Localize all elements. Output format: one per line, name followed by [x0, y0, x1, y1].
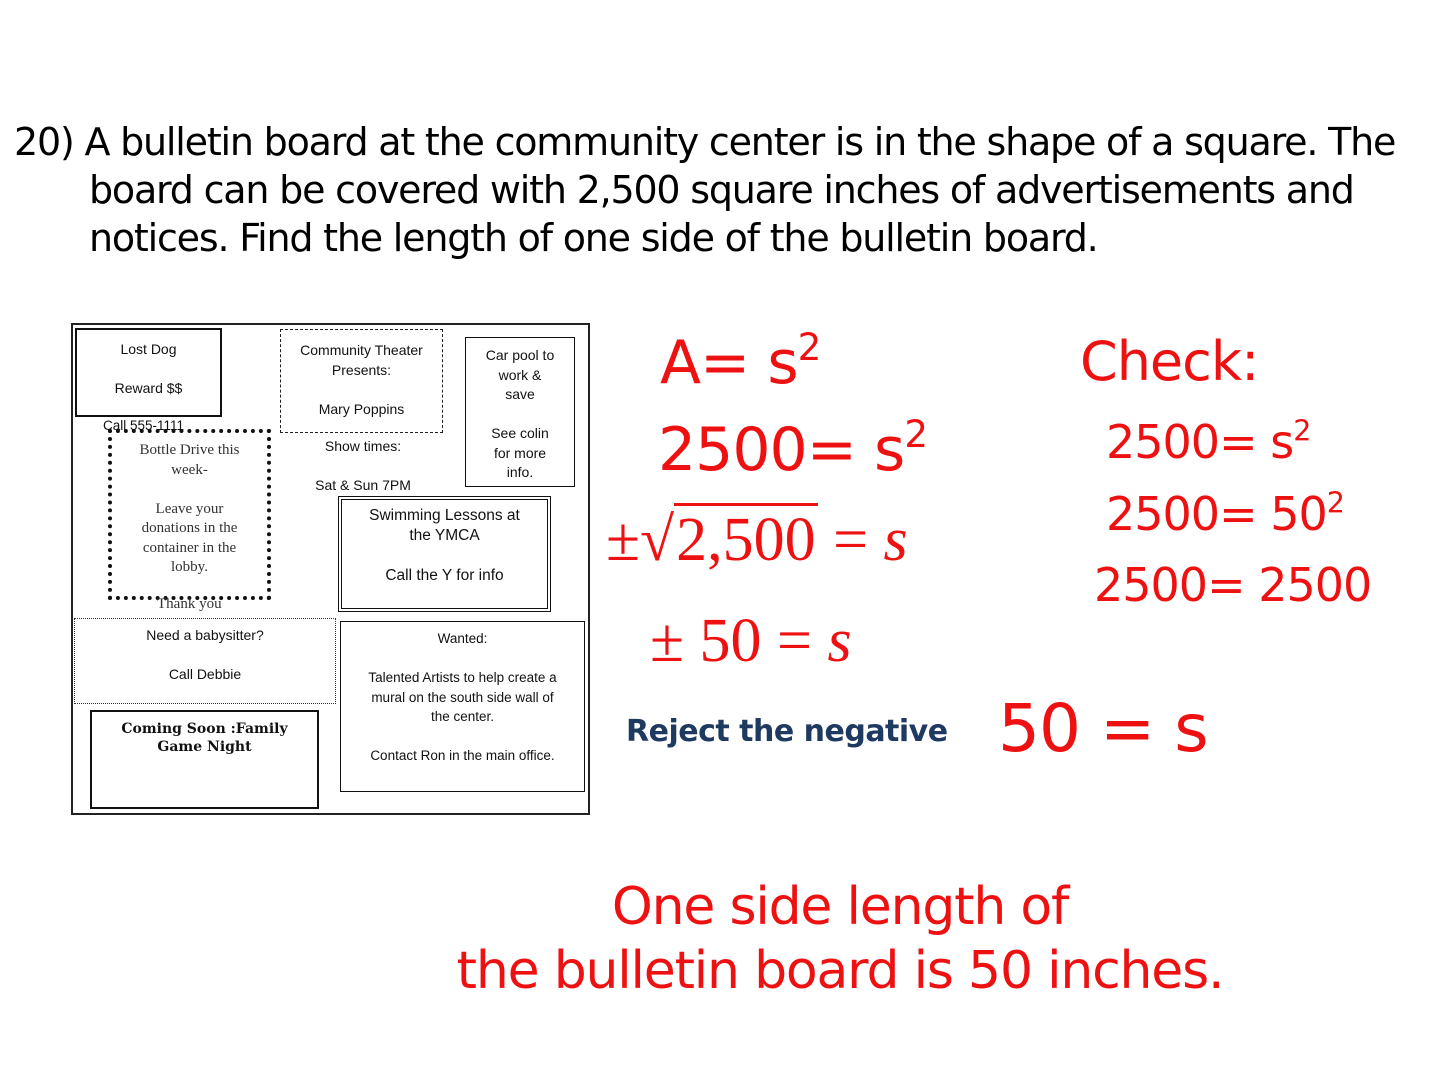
carpool-line-2: work &: [498, 366, 542, 383]
bottle-line-5: container in the: [142, 539, 237, 556]
showtimes-value: Sat & Sun 7PM: [315, 477, 411, 493]
answer-line-1: One side length of: [611, 877, 1069, 937]
note-babysitter: [74, 618, 336, 704]
eq3-variable: s: [883, 506, 908, 574]
note-carpool: [465, 337, 575, 487]
showtimes-label: Show times:: [324, 438, 402, 454]
check-line-2: [1106, 487, 1344, 541]
swim-line-1: Swimming Lessons at: [369, 507, 520, 524]
baby-line-1: Need a babysitter?: [146, 627, 264, 643]
final-equation: 50 = s: [998, 690, 1208, 767]
check-heading: Check:: [1080, 330, 1259, 393]
bottle-line-3: Leave your: [155, 500, 224, 517]
equation-substitution: [658, 411, 927, 485]
equation-square-root: [606, 505, 908, 576]
reject-negative-note: Reject the negative: [626, 714, 948, 749]
wanted-title: Wanted:: [437, 631, 488, 646]
problem-line-3: notices. Find the length of one side of the bulletin board.: [89, 216, 1098, 260]
swim-line-2: the YMCA: [409, 527, 480, 544]
carpool-line-5: for more: [493, 444, 547, 461]
lost-dog-title: Lost Dog: [120, 341, 177, 357]
check-line-1-exponent: 2: [1293, 414, 1311, 448]
note-swimming: [338, 496, 551, 612]
problem-statement: [14, 118, 1424, 262]
radicand: 2,500: [674, 503, 818, 574]
check-line-1: [1106, 415, 1310, 469]
eq2-exponent: 2: [904, 411, 927, 456]
baby-line-2: Call Debbie: [168, 666, 242, 682]
equation-plus-minus-result: [650, 606, 852, 677]
answer-line-2: the bulletin board is 50 inches.: [456, 941, 1224, 1001]
equation-area-formula: [660, 324, 821, 398]
theater-line-2: Presents:: [331, 361, 392, 378]
wanted-line-4: Contact Ron in the main office.: [370, 748, 555, 763]
wanted-line-3: the center.: [430, 709, 495, 724]
bottle-line-6: lobby.: [171, 559, 208, 575]
wanted-line-1: Talented Artists to help create a: [368, 670, 557, 685]
eq4-text: ± 50 =: [650, 607, 828, 675]
plus-minus-sign: ±: [606, 506, 641, 574]
eq3-equals: =: [817, 506, 884, 574]
theater-line-3: Mary Poppins: [318, 400, 405, 417]
carpool-line-6: info.: [506, 464, 534, 480]
bottle-line-4: donations in the: [141, 520, 238, 536]
note-theater: [280, 329, 443, 433]
carpool-line-4: See colin: [491, 425, 549, 441]
note-lost-dog: [75, 328, 222, 417]
eq1-text: A= s: [660, 328, 798, 398]
check-line-3: 2500= 2500: [1094, 558, 1372, 612]
lost-dog-phone: Call 555-1111: [103, 418, 185, 433]
swim-line-3: Call the Y for info: [385, 566, 504, 584]
problem-line-1: 20) A bulletin board at the community center is in the shape of a square. The: [14, 120, 1396, 164]
problem-line-2: board can be covered with 2,500 square inches of advertisements and: [89, 168, 1354, 212]
theater-line-1: Community Theater: [300, 342, 423, 358]
bulletin-board-figure: [71, 323, 590, 815]
bottle-line-1: Bottle Drive this: [139, 442, 240, 458]
check-line-2-exponent: 2: [1326, 486, 1344, 520]
family-line-1: Coming Soon :Family: [121, 721, 288, 737]
bottle-thanks: Thank you: [157, 596, 222, 612]
note-wanted: [340, 621, 585, 792]
eq4-variable: s: [827, 607, 852, 675]
carpool-line-1: Car pool to: [485, 347, 555, 363]
eq1-exponent: 2: [797, 324, 821, 369]
lost-dog-reward: Reward $$: [114, 380, 183, 396]
answer-statement: [400, 875, 1280, 1003]
theater-showtimes: [283, 437, 443, 496]
check-line-1-text: 2500= s: [1106, 415, 1294, 469]
check-line-2-text: 2500= 50: [1106, 487, 1327, 541]
note-family-game-night: [90, 710, 319, 809]
eq2-text: 2500= s: [658, 415, 905, 485]
bottle-line-2: week-: [171, 461, 208, 478]
family-line-2: Game Night: [157, 739, 252, 755]
wanted-line-2: mural on the south side wall of: [371, 689, 554, 705]
radical-sign-icon: √: [640, 506, 675, 574]
note-bottle-drive: [108, 429, 271, 600]
carpool-line-3: save: [505, 386, 535, 402]
